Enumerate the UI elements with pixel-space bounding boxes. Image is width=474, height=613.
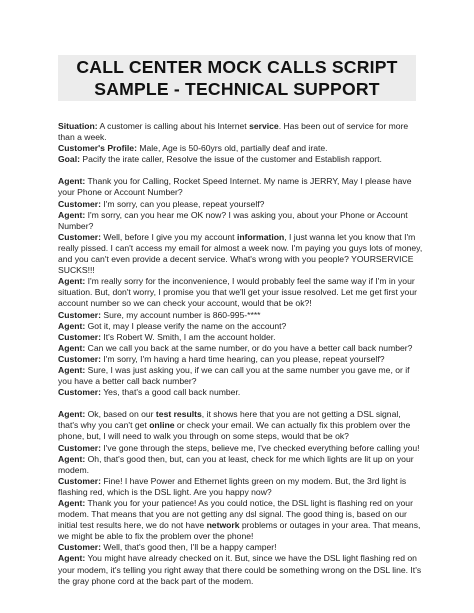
paragraph-text: Pacify the irate caller, Resolve the issue of the customer and Establish rapport. xyxy=(79,154,382,165)
script-paragraph-c2 xyxy=(58,232,423,276)
paragraph-text: Well, before I give you my account xyxy=(100,231,237,242)
paragraph-text: I'm sorry, can you hear me OK now? I was asking you, about your Phone or Account Number? xyxy=(58,209,408,231)
paragraph-text: Thank you for Calling, Rocket Speed Internet. My name is JERRY, May I please have your Phone or Account Number? xyxy=(58,176,412,198)
script-paragraph-a4 xyxy=(58,321,423,332)
script-paragraph-a1 xyxy=(58,176,423,198)
speaker-label: Customer: xyxy=(58,331,101,342)
script-paragraph-c8 xyxy=(58,476,423,498)
script-body xyxy=(58,121,423,587)
paragraph-text: . Has been out of service for more than a week. xyxy=(58,121,409,143)
script-paragraph-c4 xyxy=(58,332,423,343)
paragraph-text: Can we call you back at the same number, or do you have a better call back number? xyxy=(85,342,413,353)
speaker-label: Customer: xyxy=(58,231,101,242)
script-paragraph-a3 xyxy=(58,276,423,309)
script-paragraph-c9 xyxy=(58,542,423,553)
paragraph-text: I'm sorry, I'm having a hard time hearing, can you please, repeat yourself? xyxy=(100,353,385,364)
speaker-label: Customer: xyxy=(58,353,101,364)
speaker-label: Customer: xyxy=(58,542,101,553)
speaker-label: Agent: xyxy=(58,498,86,508)
paragraph-text: I've gone through the steps, believe me, I've checked everything before calling you! xyxy=(100,442,420,453)
script-paragraph-c6 xyxy=(58,387,423,398)
speaker-label: Agent: xyxy=(58,453,86,464)
script-paragraph-situation xyxy=(58,121,423,143)
paragraph-text: Yes, that's a good call back number. xyxy=(100,387,241,398)
speaker-label: Agent: xyxy=(58,409,86,420)
speaker-label: Customer: xyxy=(58,475,101,486)
title-line-1: CALL CENTER MOCK CALLS SCRIPT xyxy=(76,57,398,77)
title-line-2: SAMPLE - TECHNICAL SUPPORT xyxy=(94,79,380,99)
section-gap xyxy=(58,165,423,176)
paragraph-text: , it shows here that you are not getting a DSL signal, that's why you can't get xyxy=(58,409,401,431)
paragraph-text: Well, that's good then, I'll be a happy camper! xyxy=(100,542,277,553)
emphasized-term: information xyxy=(236,231,285,242)
paragraph-text: Male, Age is 50-60yrs old, partially deaf and irate. xyxy=(136,143,328,154)
speaker-label: Agent: xyxy=(58,320,86,331)
paragraph-text: I'm really sorry for the inconvenience, I would probably feel the same way if I'm in your situation. But, don't worry, I promise you that we'll get your issue resolved. Let me get first your account number so we can check your account, would that be ok?! xyxy=(58,276,417,309)
script-paragraph-goal xyxy=(58,154,423,165)
emphasized-term: service xyxy=(249,121,279,131)
paragraph-text: I'm sorry, can you please, repeat yourself? xyxy=(100,198,265,209)
script-paragraph-c3 xyxy=(58,310,423,321)
speaker-label: Customer: xyxy=(58,309,101,320)
speaker-label: Customer: xyxy=(58,387,101,398)
paragraph-text: Thank you for your patience! As you could notice, the DSL light is flashing red on your modem. That means that you are not getting any dsl signal. The good thing is, based on our initial test results here, we do not have xyxy=(58,498,413,531)
paragraph-text: A customer is calling about his Internet xyxy=(97,121,250,131)
paragraph-text: Sure, I was just asking you, if we can call you at the same number you gave me, or if you have a better call back number? xyxy=(58,364,410,387)
paragraph-text: , I just wanna let you know that I'm really pissed. I can't access my email for almost a week now. I'm paying you guys lots of money, and you can't even provide a decent service. What's wrong with you people? YOURSERVICE SUCKS!!! xyxy=(58,231,423,276)
speaker-label: Agent: xyxy=(58,209,86,220)
paragraph-text: Fine! I have Power and Ethernet lights green on my modem. But, the 3rd light is flashing red, which is the DSL light. Are you happy now? xyxy=(58,475,407,497)
paragraph-text: or check your email. We can actually fix this problem over the phone, but, I will need to walk you through on some steps, would that be ok? xyxy=(58,420,411,442)
script-paragraph-profile xyxy=(58,143,423,154)
emphasized-term: online xyxy=(149,420,175,431)
speaker-label: Goal: xyxy=(58,154,80,165)
paragraph-text: Oh, that's good then, but, can you at least, check for me which lights are lit up on your modem. xyxy=(58,453,414,475)
speaker-label: Agent: xyxy=(58,342,86,353)
speaker-label: Customer: xyxy=(58,442,101,453)
paragraph-text: Got it, may I please verify the name on the account? xyxy=(85,320,287,331)
section-gap xyxy=(58,398,423,409)
paragraph-text: problems or outages in your area. That means, we might be able to fix the problem over the phone! xyxy=(58,520,421,542)
script-paragraph-a10 xyxy=(58,553,423,586)
script-paragraph-a8 xyxy=(58,454,423,476)
speaker-label: Situation: xyxy=(58,121,98,131)
emphasized-term: test results xyxy=(155,409,202,420)
speaker-label: Customer's Profile: xyxy=(58,143,137,154)
script-paragraph-c7 xyxy=(58,443,423,454)
script-paragraph-a5 xyxy=(58,343,423,354)
speaker-label: Agent: xyxy=(58,276,86,287)
script-paragraph-c1 xyxy=(58,199,423,210)
emphasized-term: network xyxy=(206,520,240,531)
script-paragraph-a7 xyxy=(58,409,423,442)
speaker-label: Agent: xyxy=(58,364,86,375)
script-paragraph-a6 xyxy=(58,365,423,387)
script-paragraph-a2 xyxy=(58,210,423,232)
paragraph-text: Ok, based on our xyxy=(85,409,156,420)
script-paragraph-a9 xyxy=(58,498,423,542)
speaker-label: Customer: xyxy=(58,198,101,209)
speaker-label: Agent: xyxy=(58,176,86,187)
paragraph-text: You might have already checked on it. But, since we have the DSL light flashing red on your modem, it's telling you right away that there could be something wrong on the DSL line. It's the gray phone cord at the back part of the modem. xyxy=(58,553,422,586)
paragraph-text: Sure, my account number is 860-995-**** xyxy=(100,309,261,320)
speaker-label: Agent: xyxy=(58,553,86,564)
paragraph-text: It's Robert W. Smith, I am the account holder. xyxy=(100,331,276,342)
page-title xyxy=(58,56,416,100)
script-paragraph-c5 xyxy=(58,354,423,365)
